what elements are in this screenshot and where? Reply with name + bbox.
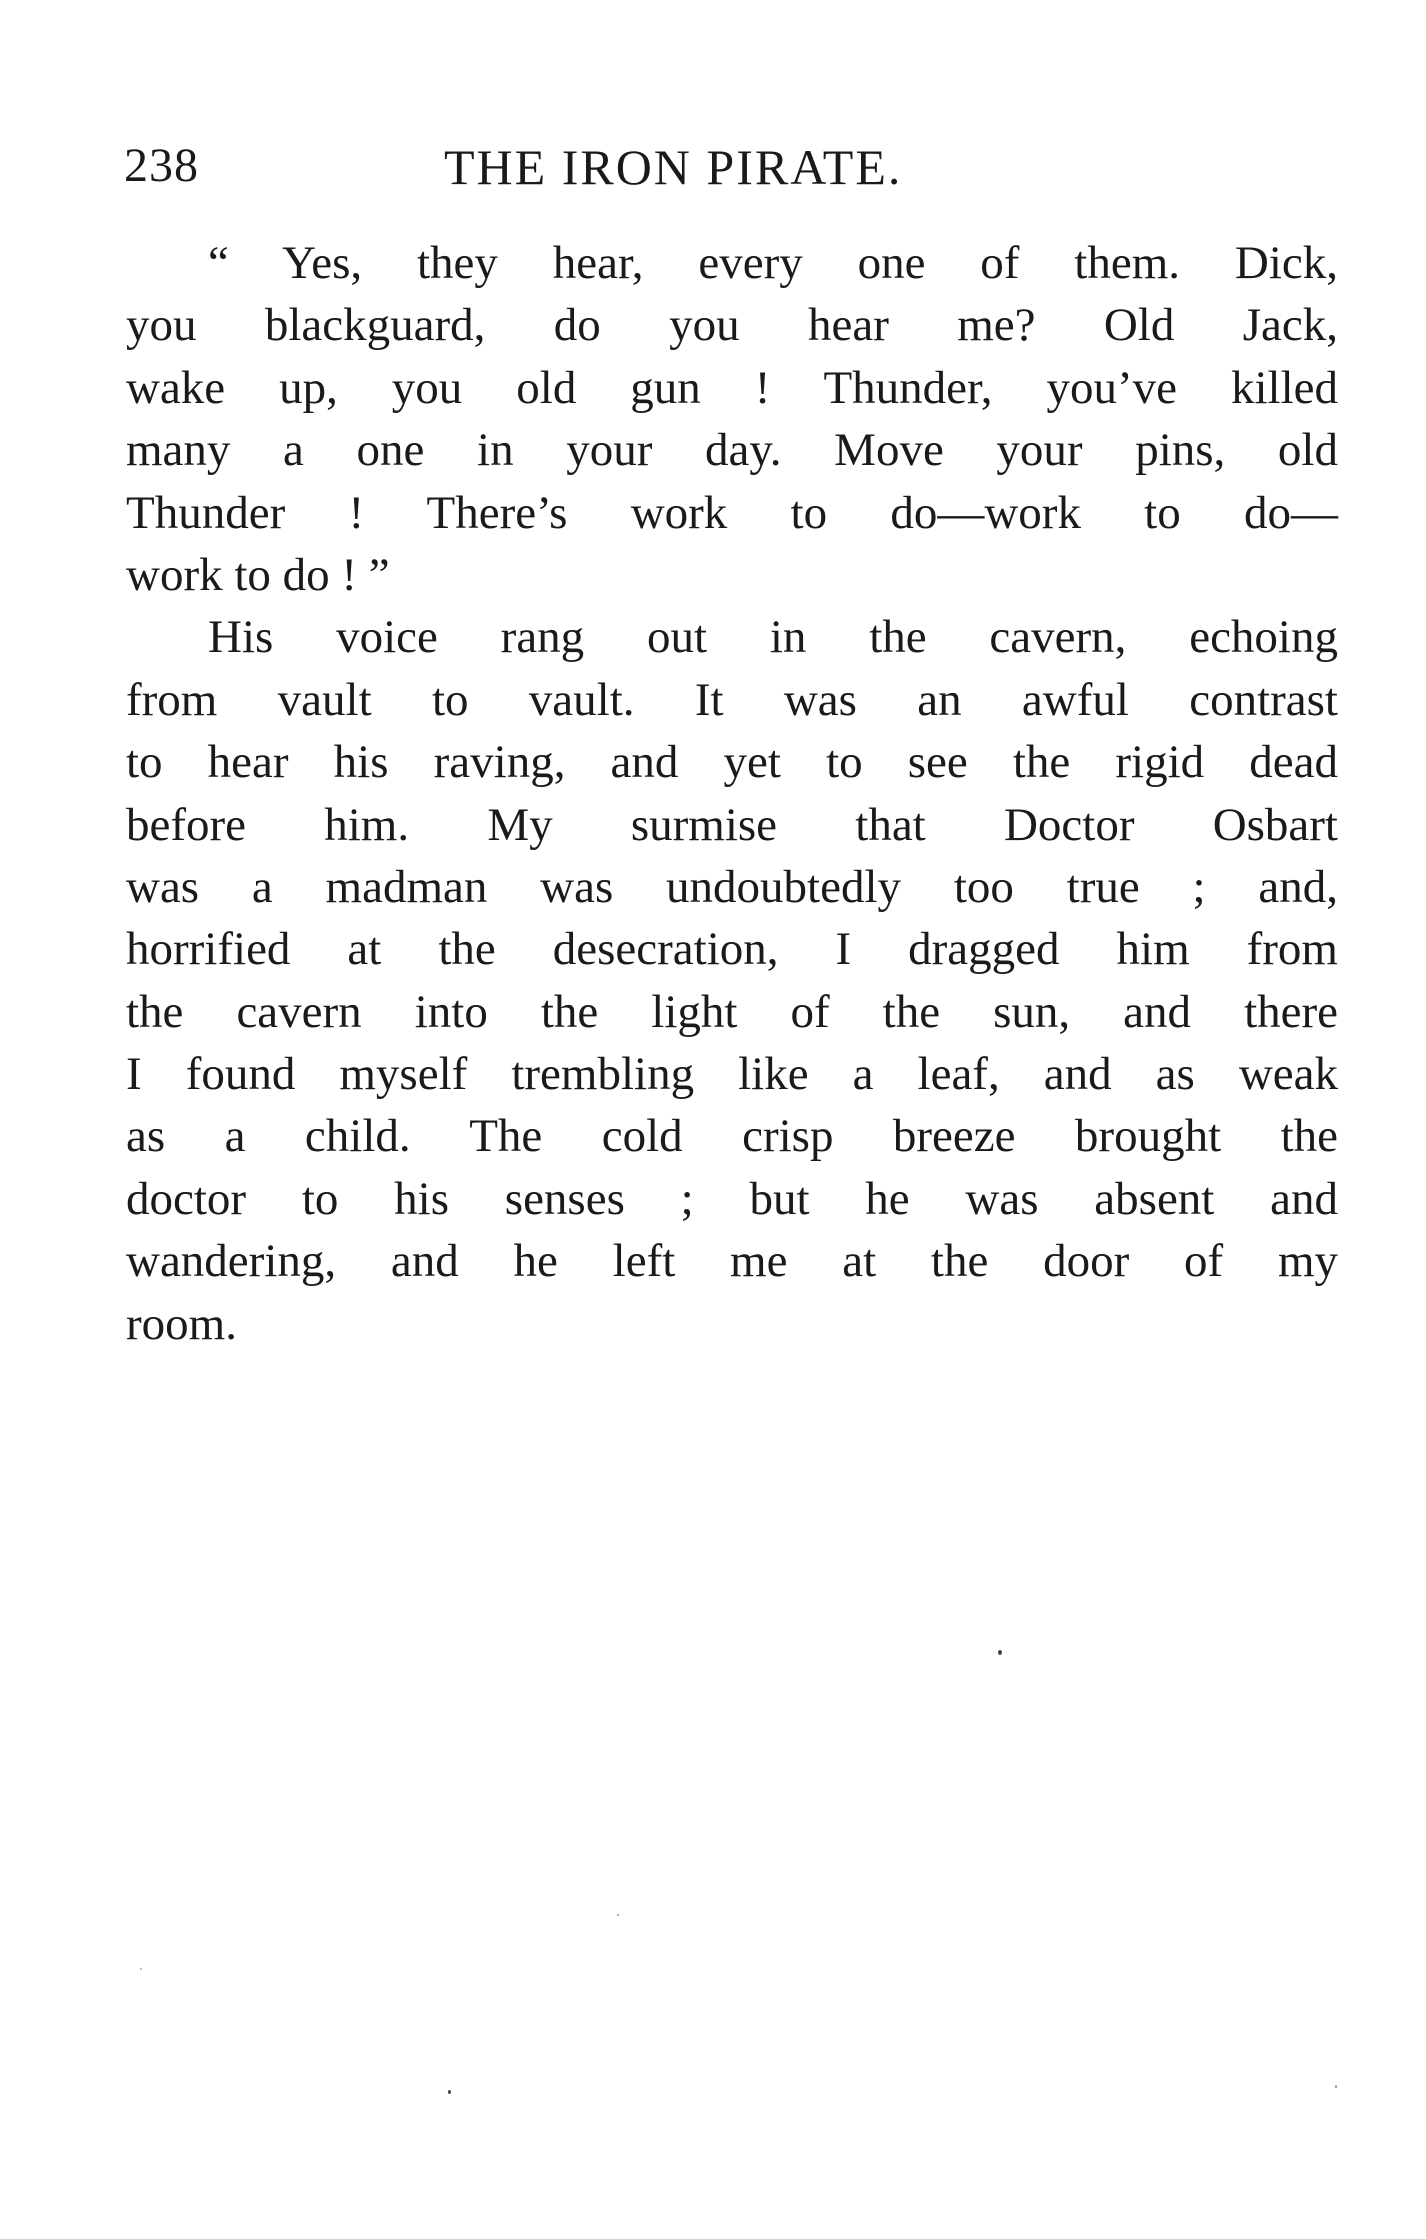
text-line: wake up, you old gun ! Thunder, you’ve killed <box>126 361 1338 414</box>
text-line: Thunder ! There’s work to do—work to do— <box>126 486 1338 539</box>
text-line: from vault to vault. It was an awful contrast <box>126 673 1338 726</box>
text-line: many a one in your day. Move your pins, old <box>126 424 1338 477</box>
scan-speck <box>448 2090 451 2094</box>
text-line: was a madman was undoubtedly too true ; and, <box>126 860 1338 913</box>
scan-speck <box>617 1914 619 1916</box>
text-line: horrified at the desecration, I dragged him from <box>126 923 1338 976</box>
running-title: THE IRON PIRATE. <box>444 139 903 195</box>
running-head <box>124 138 1338 208</box>
text-line: work to do ! ” <box>126 548 390 601</box>
text-line: His voice rang out in the cavern, echoing <box>208 611 1338 664</box>
text-line: as a child. The cold crisp breeze brought the <box>126 1110 1338 1163</box>
paragraph <box>126 232 1338 606</box>
scan-speck <box>998 1650 1002 1655</box>
text-line: to hear his raving, and yet to see the rigid dead <box>126 736 1338 789</box>
text-line: “ Yes, they hear, every one of them. Dick, <box>208 237 1338 289</box>
scan-speck <box>140 1968 142 1970</box>
text-line: I found myself trembling like a leaf, and as weak <box>126 1048 1338 1101</box>
scan-speck <box>1335 2085 1337 2088</box>
text-line: before him. My surmise that Doctor Osbart <box>126 798 1338 851</box>
page-number: 238 <box>124 139 199 192</box>
text-line: you blackguard, do you hear me? Old Jack, <box>126 299 1338 352</box>
text-line: doctor to his senses ; but he was absent and <box>126 1172 1338 1225</box>
body-text <box>126 232 1338 1355</box>
text-line: the cavern into the light of the sun, and there <box>126 985 1338 1038</box>
text-line: room. <box>126 1297 237 1350</box>
text-line: wandering, and he left me at the door of my <box>126 1235 1338 1288</box>
paragraph <box>126 606 1338 1355</box>
